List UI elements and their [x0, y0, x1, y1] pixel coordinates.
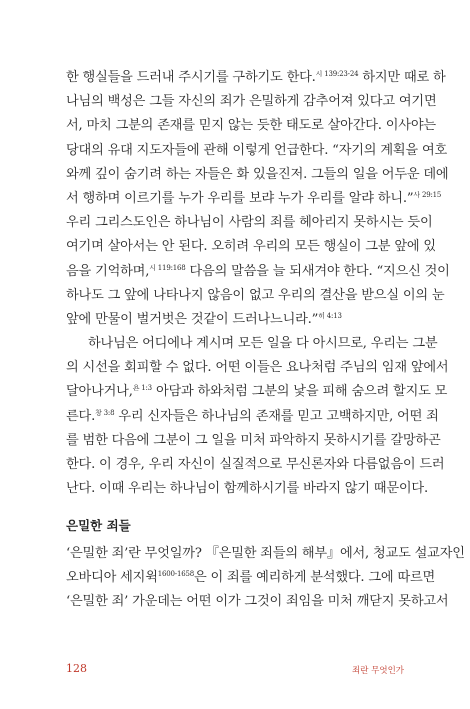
line-text: 우리 그리스도인은 하나님이 사람의 죄를 헤아리지 못하시는 듯이 — [66, 215, 433, 231]
text-line — [66, 66, 446, 90]
line-text: 당대의 유대 지도자들에 관해 이렇게 언급한다. “자기의 계획을 여호 — [66, 142, 448, 158]
line-text: 서 행하며 이르기를 누가 우리를 보랴 누가 우리를 알랴 하니.” — [66, 190, 414, 206]
text-line — [66, 356, 449, 380]
line-text: 의 시선을 회피할 수 없다. 어떤 이들은 요나처럼 주님의 임재 앞에서 — [66, 360, 449, 376]
paragraph-2 — [66, 332, 449, 501]
line-text: 하나도 그 앞에 나타나지 않음이 없고 우리의 결산을 받으실 이의 눈 — [66, 287, 445, 303]
line-text: 하나님은 어디에나 계시며 모든 일을 다 아시므로, 우리는 그분 — [88, 336, 438, 352]
text-line — [66, 284, 445, 308]
text-line — [66, 405, 439, 429]
body-text-2 — [66, 542, 465, 615]
paragraph-1 — [66, 66, 450, 332]
text-line — [66, 187, 442, 211]
line-text-continued: 하지만 때로 하 — [358, 70, 446, 85]
text-line — [66, 163, 449, 187]
text-line — [66, 477, 428, 501]
scripture-reference: 히 4:13 — [318, 311, 342, 320]
scripture-reference: 사 29:15 — [413, 190, 442, 199]
line-text: 한 행실들을 드러내 주시기를 구하기도 한다. — [66, 70, 316, 85]
line-text: 를 범한 다음에 그분이 그 일을 미처 파악하지 못하시기를 갈망하곤 — [66, 432, 441, 448]
running-title: 죄란 무엇인가 — [352, 666, 404, 676]
line-text: 서, 마치 그분의 존재를 믿지 않는 듯한 태도로 살아간다. 이사야는 — [66, 118, 436, 134]
scripture-reference: 시 119:168 — [149, 263, 186, 272]
text-line — [66, 308, 402, 332]
line-text: 한다. 이 경우, 우리 자신이 실질적으로 무신론자와 다름없음이 드러 — [66, 457, 445, 472]
page-number: 128 — [66, 662, 87, 675]
line-text-continued: 은 이 죄를 예리하게 분석했다. 그에 따르면 — [193, 570, 436, 586]
text-line — [66, 260, 450, 284]
scripture-reference: 창 3:8 — [95, 408, 115, 417]
section-heading: 은밀한 죄들 — [66, 518, 131, 533]
text-line — [66, 542, 465, 566]
line-text-continued: 다음의 말씀을 늘 되새겨야 한다. “지으신 것이 — [185, 263, 450, 279]
line-text: 앞에 만물이 벌거벗은 것같이 드러나느니라.” — [66, 311, 319, 327]
line-text: 오바디아 세지윅 — [66, 570, 158, 586]
line-text: 여기며 살아서는 안 된다. 오히려 우리의 모든 행실이 그분 앞에 있 — [66, 239, 436, 255]
line-text: 음을 기억하며, — [66, 263, 150, 279]
scripture-reference: 시 139:23-24 — [315, 70, 359, 78]
text-line — [66, 139, 448, 163]
line-text: 른다. — [66, 408, 96, 424]
text-line — [66, 380, 448, 404]
text-line — [66, 453, 445, 477]
body-text — [66, 66, 450, 501]
text-line — [66, 114, 436, 138]
paragraph-3 — [66, 542, 465, 615]
line-text: 난다. 이때 우리는 하나님이 함께하시기를 바라지 않기 때문이다. — [66, 481, 428, 497]
scripture-reference: 1600-1658 — [157, 570, 194, 579]
line-text-continued: 우리 신자들은 하나님의 존재를 믿고 고백하지만, 어떤 죄 — [114, 408, 439, 424]
line-text: 와께 깊이 숨기려 하는 자들은 화 있을진저. 그들의 일을 어두운 데에 — [66, 166, 449, 182]
scripture-reference: 욘 1:3 — [132, 384, 152, 393]
text-line — [66, 332, 438, 356]
text-line — [66, 429, 441, 453]
line-text: ‘은밀한 죄’란 무엇일까? 『은밀한 죄들의 해부』에서, 청교도 설교자인 — [66, 546, 465, 561]
line-text-continued: 아담과 하와처럼 그분의 낯을 피해 숨으려 할지도 모 — [151, 384, 448, 400]
text-line — [66, 590, 449, 614]
line-text: 나님의 백성은 그들 자신의 죄가 은밀하게 감추어져 있다고 여기면 — [66, 94, 437, 110]
text-line — [66, 566, 436, 590]
text-line — [66, 90, 437, 114]
text-line — [66, 211, 433, 235]
line-text: 달아나거나, — [66, 384, 133, 400]
line-text: ‘은밀한 죄’ 가운데는 어떤 이가 그것이 죄임을 미처 깨닫지 못하고서 — [66, 594, 449, 610]
text-line — [66, 235, 436, 259]
